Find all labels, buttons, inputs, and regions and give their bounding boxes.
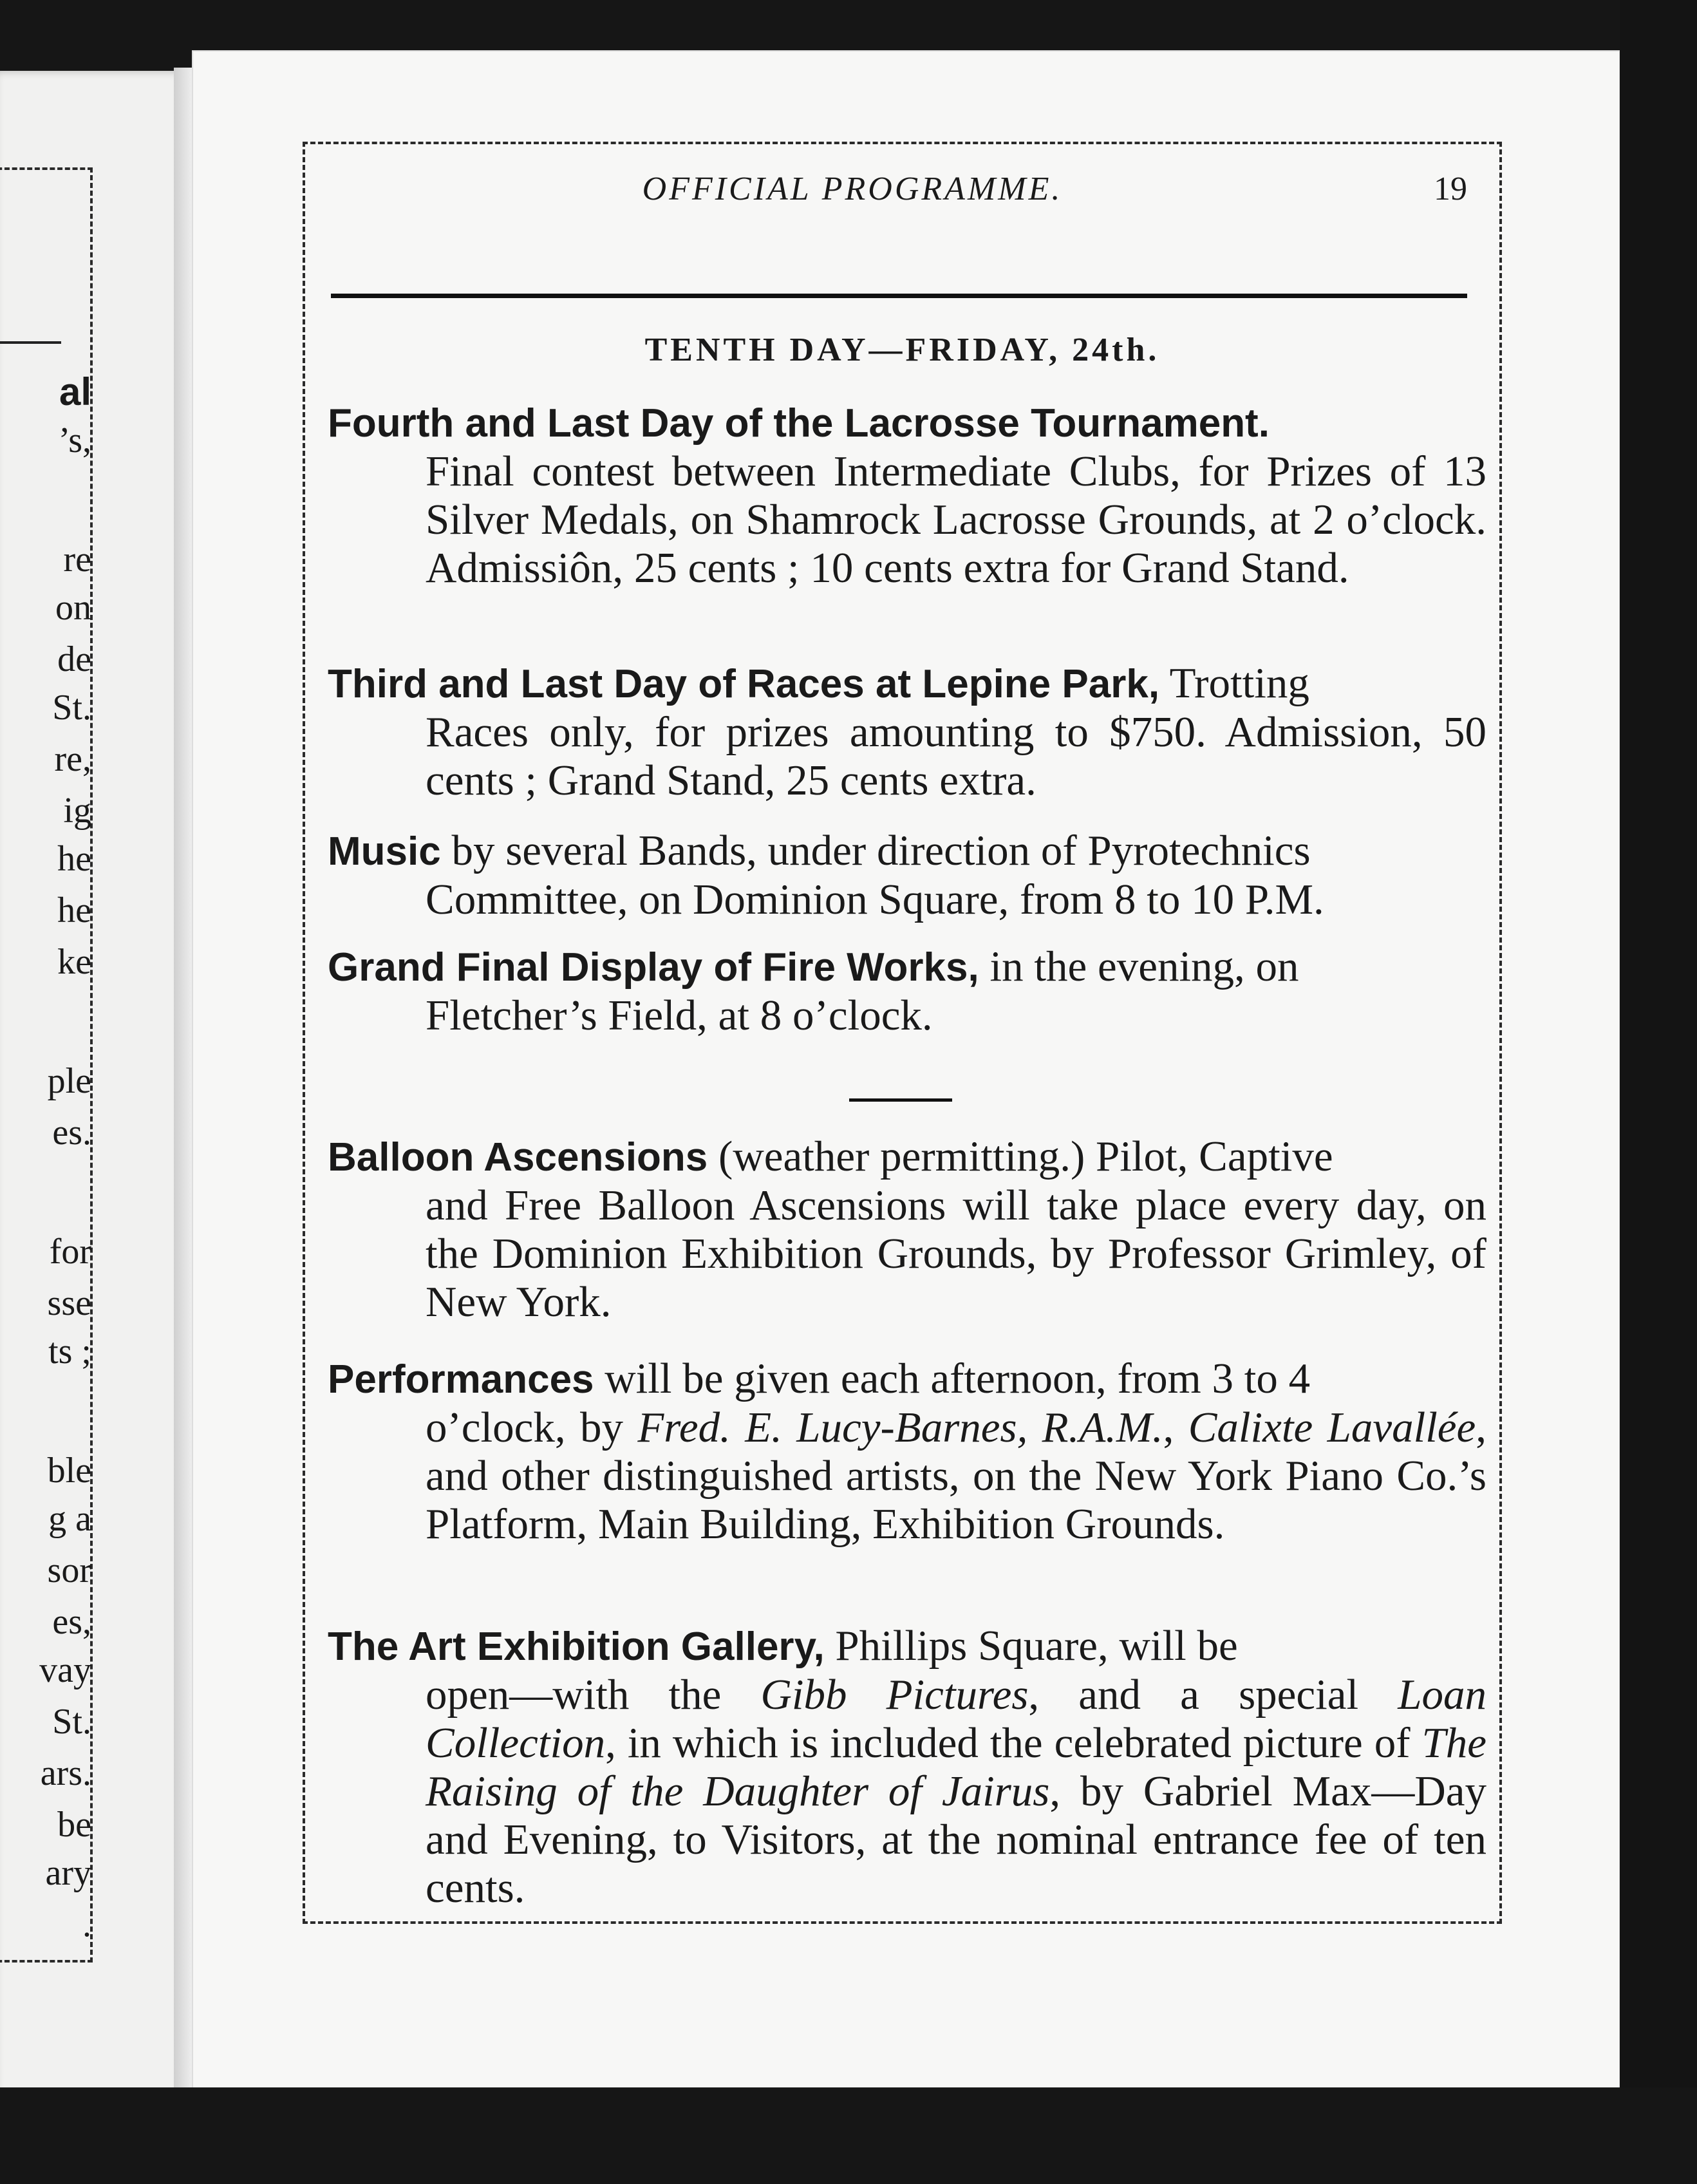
previous-page-fragment: he <box>57 839 91 879</box>
page-number: 19 <box>1434 171 1467 207</box>
previous-page-fragment: re, <box>54 739 91 779</box>
programme-page <box>193 52 1619 2099</box>
entry-title: Grand Final Display of Fire Works, <box>328 945 979 990</box>
entry-music: Music by several Bands, under direction of Pyrotechnics Committee, on Dominion Square, from 8 to 10 P.M. <box>328 827 1486 924</box>
entry-body: and Free Balloon Ascensions will take place every day, on the Dominion Exhibition Grounds, by Professor Grimley, of New York. <box>426 1181 1486 1326</box>
previous-page-fragment: es. <box>52 1113 91 1153</box>
previous-page-fragment: sse <box>47 1283 91 1323</box>
entry-lacrosse <box>328 399 1486 592</box>
entry-races: Third and Last Day of Races at Lepine Park, Trotting Races only, for prizes amounting to $750. Admission, 50 cents ; Grand Stand, 25 cents extra. <box>328 659 1486 804</box>
entry-body: Fletcher’s Field, at 8 o’clock. <box>426 992 933 1039</box>
previous-page-fragment: ig <box>63 791 91 831</box>
entry-performances: Performances will be given each afternoon, from 3 to 4 o’clock, by Fred. E. Lucy-Barnes, R.A.M., Calixte Lavallée, and other distinguished artists, on the New York Piano Co.’s Platform, Main Building, Exhibition Grounds. <box>328 1355 1487 1548</box>
previous-page-fragment: ple <box>47 1061 91 1101</box>
previous-page-fragment: be <box>57 1805 91 1845</box>
section-divider <box>849 1098 952 1102</box>
previous-page-fragment: he <box>57 890 91 930</box>
previous-page <box>0 71 187 2112</box>
previous-page-rule <box>0 341 61 344</box>
entry-title: Fourth and Last Day of the Lacrosse Tournament. <box>328 401 1270 446</box>
page-frame <box>303 142 1502 1924</box>
entry-title: Balloon Ascensions <box>328 1135 708 1180</box>
previous-page-fragment: St. <box>52 688 91 728</box>
previous-page-fragment: ’s, <box>58 420 91 460</box>
entry-art-gallery: The Art Exhibition Gallery, Phillips Square, will be open—with the Gibb Pictures, and a special Loan Collection, in which is included the celebrated picture of The Raising of the Daughter of Jairus, by Gabriel Max—Day and Evening, to Visitors, at the nominal entrance fee of ten cents. <box>328 1622 1487 1912</box>
previous-page-fragment: ke <box>57 942 91 982</box>
previous-page-fragment: al <box>59 370 91 413</box>
previous-page-fragment: ts ; <box>48 1332 91 1371</box>
film-border-right <box>1620 0 1697 2184</box>
previous-page-fragment: on <box>55 588 91 628</box>
previous-page-fragment: ble <box>47 1451 91 1491</box>
previous-page-fragment: re <box>63 540 91 579</box>
previous-page-fragment: de <box>57 639 91 679</box>
entry-title: Performances <box>328 1357 594 1402</box>
previous-page-fragment: sor <box>47 1550 91 1590</box>
previous-page-fragment: vay <box>39 1650 91 1690</box>
previous-page-fragment: . <box>82 1905 91 1944</box>
previous-page-fragment: g a <box>48 1499 91 1539</box>
previous-page-fragment: es, <box>52 1602 91 1642</box>
entry-body: Final contest between Intermediate Clubs, for Prizes of 13 Silver Medals, on Shamrock Lacrosse Grounds, at 2 o’clock. Admissiôn, 25 cents ; 10 cents extra for Grand Stand. <box>426 447 1486 592</box>
entry-body: o’clock, by Fred. E. Lucy-Barnes, R.A.M., Calixte Lavallée, and other distinguished artists, on the New York Piano Co.’s Platform, Main Building, Exhibition Grounds. <box>426 1404 1487 1548</box>
running-head: OFFICIAL PROGRAMME. <box>642 171 1063 207</box>
entry-fireworks: Grand Final Display of Fire Works, in the evening, on Fletcher’s Field, at 8 o’clock. <box>328 943 1486 1040</box>
day-heading: TENTH DAY—FRIDAY, 24th. <box>644 332 1160 368</box>
entry-title: Music <box>328 829 441 874</box>
header-rule <box>331 294 1467 298</box>
previous-page-fragment: St. <box>52 1702 91 1742</box>
entry-title: Third and Last Day of Races at Lepine Park, <box>328 662 1160 706</box>
previous-page-fragment: ars. <box>40 1753 91 1793</box>
previous-page-fragment: ary <box>45 1853 91 1893</box>
film-border-bottom <box>0 2087 1697 2184</box>
entry-body: Races only, for prizes amounting to $750. Admission, 50 cents ; Grand Stand, 25 cents extra. <box>426 708 1486 804</box>
entry-body: open—with the Gibb Pictures, and a special Loan Collection, in which is included the celebrated picture of The Raising of the Daughter of Jairus, by Gabriel Max—Day and Evening, to Visitors, at the nominal entrance fee of ten cents. <box>426 1671 1487 1912</box>
previous-page-fragment: for <box>49 1232 91 1272</box>
entry-balloon: Balloon Ascensions (weather permitting.) Pilot, Captive and Free Balloon Ascensions will take place every day, on the Dominion Exhibition Grounds, by Professor Grimley, of New York. <box>328 1133 1486 1326</box>
entry-body: Committee, on Dominion Square, from 8 to 10 P.M. <box>426 876 1324 923</box>
entry-title: The Art Exhibition Gallery, <box>328 1624 825 1669</box>
